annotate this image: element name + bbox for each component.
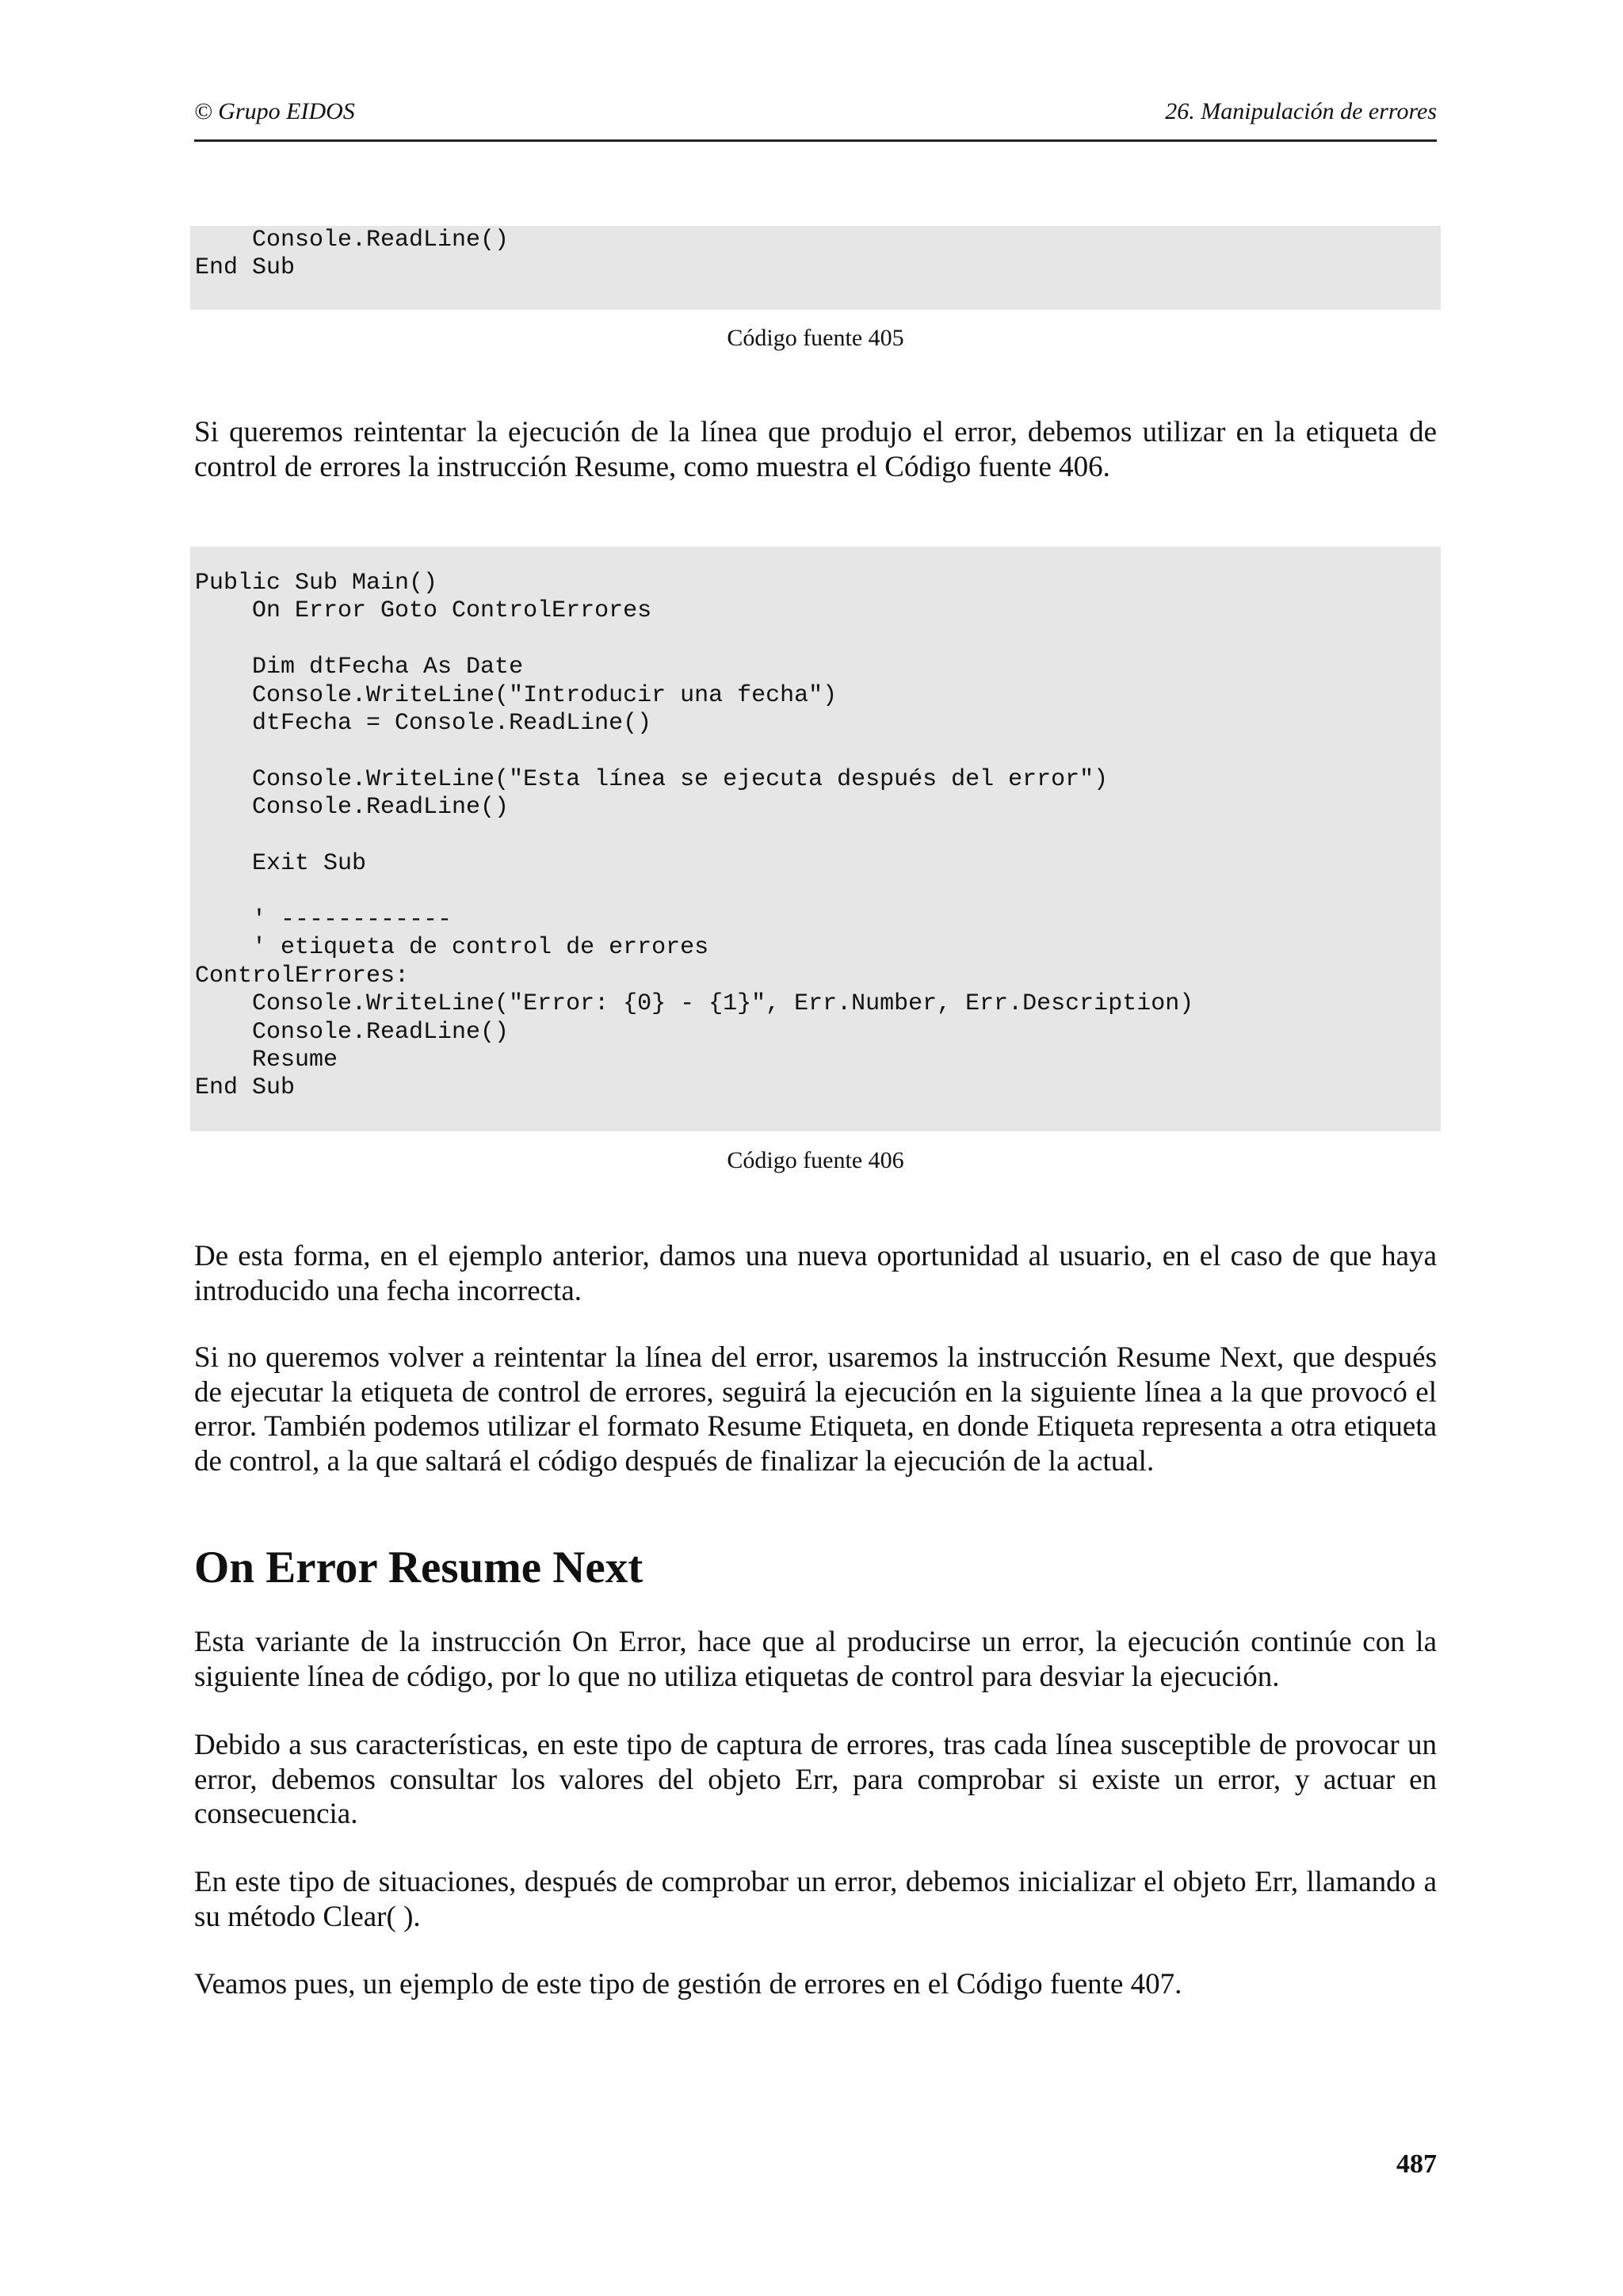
body-paragraph-characteristics: Debido a sus características, en este tipo de captura de errores, tras cada línea susceptible de provocar un error, debemos consultar los valores del objeto Err, para comprobar si existe un error, y actuar en consecuencia. <box>194 1729 1437 1830</box>
header-publisher: © Grupo EIDOS <box>194 98 355 124</box>
header-chapter-title: 26. Manipulación de errores <box>1165 98 1437 124</box>
section-heading: On Error Resume Next <box>194 1543 643 1592</box>
page-number: 487 <box>1396 2149 1437 2179</box>
body-paragraph-example-ref: Veamos pues, un ejemplo de este tipo de gestión de errores en el Código fuente 407. <box>194 1968 1182 2000</box>
body-paragraph-variant: Esta variante de la instrucción On Error, hace que al producirse un error, la ejecución continúe con la siguiente línea de código, por lo que no utiliza etiquetas de control para desviar la ejecución. <box>194 1626 1437 1693</box>
code-caption-405: Código fuente 405 <box>727 325 904 351</box>
code-listing-405: Console.ReadLine() End Sub <box>190 226 1441 310</box>
body-paragraph-clear: En este tipo de situaciones, después de comprobar un error, debemos inicializar el objeto Err, llamando a su método Clear( ). <box>194 1866 1437 1933</box>
body-paragraph-new-opportunity: De esta forma, en el ejemplo anterior, damos una nueva oportunidad al usuario, en el caso de que haya introducido una fecha incorrecta. <box>194 1240 1437 1307</box>
code-caption-406: Código fuente 406 <box>727 1147 904 1173</box>
body-paragraph-resume: Si queremos reintentar la ejecución de la línea que produjo el error, debemos utilizar en la etiqueta de control de errores la instrucción Resume, como muestra el Código fuente 406. <box>194 416 1437 483</box>
page-header <box>194 95 1437 142</box>
body-paragraph-resume-next: Si no queremos volver a reintentar la línea del error, usaremos la instrucción Resume Next, que después de ejecutar la etiqueta de control de errores, seguirá la ejecución en la siguiente línea a la que provocó el error. También podemos utilizar el formato Resume Etiqueta, en donde Etiqueta representa a otra etiqueta de control, a la que saltará el código después de finalizar la ejecución de la actual. <box>194 1341 1437 1478</box>
code-listing-406: Public Sub Main() On Error Goto ControlErrores Dim dtFecha As Date Console.WriteLine("Introducir una fecha") dtFecha = Console.ReadLine() Console.WriteLine("Esta línea se ejecuta después del error") Console.ReadLine() Exit Sub ' ------------ ' etiqueta de control de errores ControlErrores: Console.WriteLine("Error: {0} - {1}", Err.Number, Err.Description) Console.ReadLine() Resume End Sub <box>190 547 1441 1131</box>
